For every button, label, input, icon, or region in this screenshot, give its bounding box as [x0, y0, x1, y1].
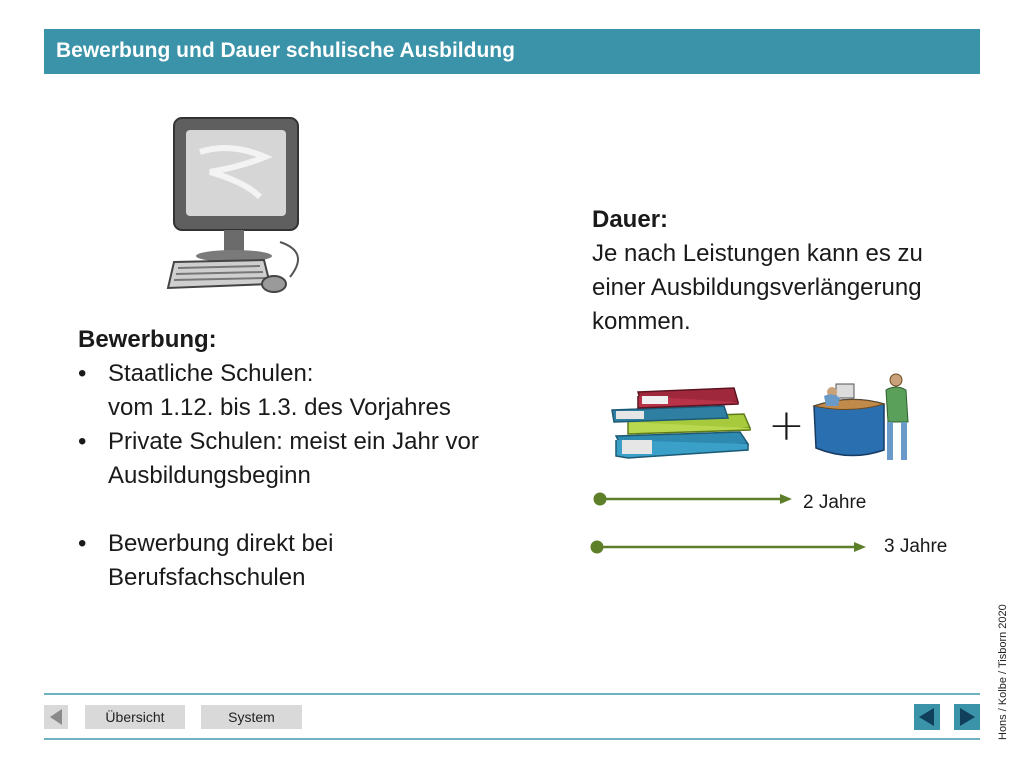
side-credit: Hons / Kolbe / Tisborn 2020 — [997, 604, 1009, 740]
dauer-heading: Dauer: — [592, 206, 669, 233]
dauer-text-line: Je nach Leistungen kann es zu — [592, 240, 923, 267]
dauer-text-line: einer Ausbildungsverlängerung — [592, 274, 922, 301]
workplace-icon — [810, 370, 920, 465]
back-arrow-icon[interactable] — [44, 705, 68, 729]
duration-label: 3 Jahre — [884, 536, 948, 557]
list-item — [78, 425, 568, 493]
system-button[interactable]: System — [201, 705, 302, 729]
list-item-line: • Private Schulen: meist ein Jahr vor — [108, 428, 479, 455]
bewerbung-heading: Bewerbung: — [78, 326, 217, 353]
list-item — [78, 357, 568, 425]
dauer-text-line: kommen. — [592, 308, 691, 335]
plus-sign: + — [768, 400, 805, 451]
computer-icon — [160, 112, 310, 302]
prev-slide-icon[interactable] — [914, 704, 940, 730]
dauer-section — [592, 203, 992, 339]
duration-label: 2 Jahre — [803, 492, 867, 513]
next-slide-icon[interactable] — [954, 704, 980, 730]
list-item-line: • Staatliche Schulen: — [108, 360, 314, 387]
list-item-line: Ausbildungsbeginn — [108, 462, 311, 489]
list-item-line: • Bewerbung direkt bei — [108, 530, 334, 557]
header-bar — [44, 29, 980, 74]
books-icon — [608, 384, 756, 464]
list-spacer — [78, 493, 568, 527]
list-item — [78, 527, 568, 595]
bewerbung-list — [78, 357, 568, 595]
duration-arrow-2-jahre — [590, 490, 796, 510]
footer-divider-top — [44, 693, 980, 695]
list-item-line: Berufsfachschulen — [108, 564, 306, 591]
duration-arrow-3-jahre — [588, 537, 872, 557]
bewerbung-section — [78, 323, 568, 595]
page-title: Bewerbung und Dauer schulische Ausbildung — [56, 39, 515, 62]
list-item-line: vom 1.12. bis 1.3. des Vorjahres — [108, 394, 451, 421]
overview-button[interactable]: Übersicht — [85, 705, 185, 729]
footer-divider-bottom — [44, 738, 980, 740]
